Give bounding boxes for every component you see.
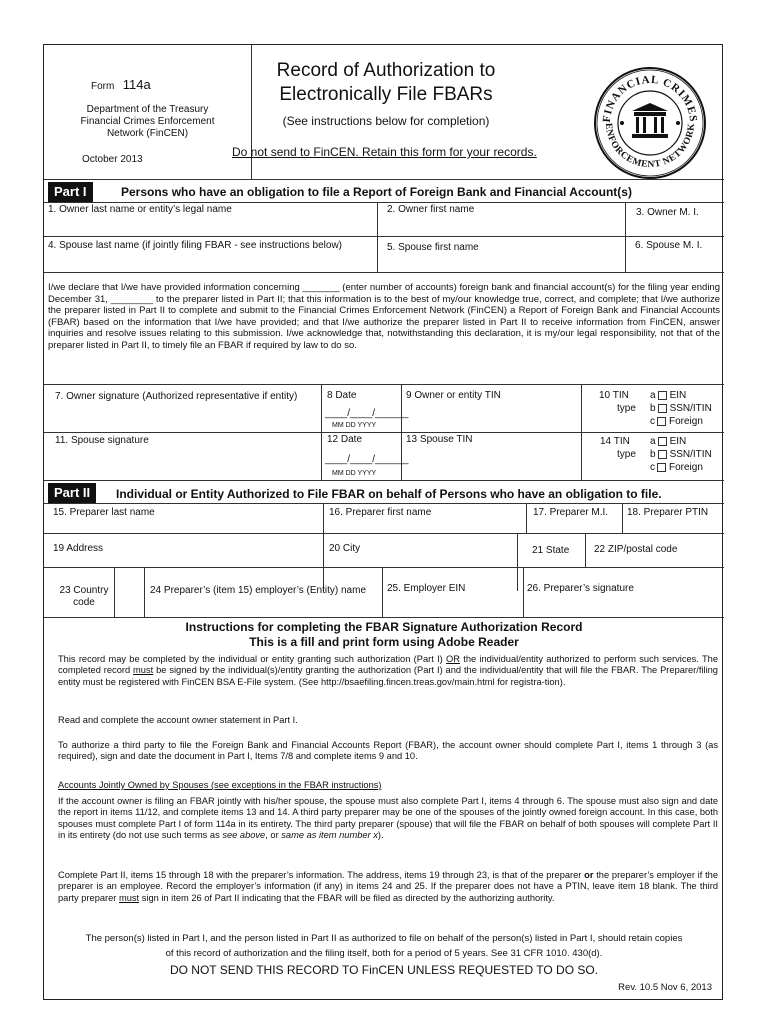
tin-type-label: 10 TIN [599, 390, 629, 401]
checkbox-icon[interactable] [658, 404, 667, 413]
checkbox-icon[interactable] [658, 437, 667, 446]
spouse-last-name-field[interactable]: 4. Spouse last name (if jointly filing FBAR - see instructions below) [48, 240, 343, 251]
checkbox-icon[interactable] [657, 417, 666, 426]
owner-date-field[interactable]: 8 Date [327, 390, 357, 401]
instructions-paragraph-4: If the account owner is filing an FBAR jointly with his/her spouse, the spouse must also complete Part I, items 4 through 6. The spouse must also sign and date the report in items 11/12, and complete items 13 and 14. A third party preparer may be one of the spouses of the jointly owned foreign account. In this case, both spouses must complete Part I of form 114a in its entirety. The third party preparer (spouse) that will file the FBAR on behalf of both spouses will complete Part II in its entirety (do not use such terms as see above, or same as item number x). [58, 796, 718, 841]
part2-heading: Individual or Entity Authorized to File FBAR on behalf of Persons who have an obligation to file. [116, 487, 662, 501]
part1-heading: Persons who have an obligation to file a Report of Foreign Bank and Financial Account(s) [121, 185, 632, 199]
fincen-seal [592, 65, 708, 181]
spouse-tin-option-foreign[interactable]: c Foreign [650, 462, 703, 473]
instructions-subtitle: This is a fill and print form using Adobe Reader [249, 635, 519, 649]
spouse-tin-option-ssn[interactable]: b SSN/ITIN [650, 449, 712, 460]
title-line-1: Record of Authorization to [276, 60, 496, 81]
form-title [251, 59, 521, 129]
seal-graphic [592, 65, 708, 181]
seal-top-text: FINANCIAL CRIMES [600, 73, 700, 123]
preparer-mi-field[interactable]: 17. Preparer M.I. [533, 507, 609, 518]
checkbox-icon[interactable] [658, 450, 667, 459]
spouse-signature-field[interactable]: 11. Spouse signature [55, 435, 149, 446]
owner-tin-field[interactable]: 9 Owner or entity TIN [406, 390, 501, 401]
employer-ein-field[interactable]: 25. Employer EIN [387, 583, 466, 594]
form-label: Form [91, 81, 115, 92]
tin-type-sublabel: type [617, 403, 636, 414]
tin-option-ein[interactable]: a EIN [650, 390, 687, 401]
preparer-first-name-field[interactable]: 16. Preparer first name [329, 507, 432, 518]
country-label-line-2: code [73, 597, 95, 608]
zip-field[interactable]: 22 ZIP/postal code [594, 544, 678, 555]
part1-label: Part I [48, 182, 93, 202]
instructions-title: Instructions for completing the FBAR Signature Authorization Record [185, 620, 583, 634]
retention-line-1: The person(s) listed in Part I, and the person listed in Part II as authorized to file on behalf of the person(s) listed in Part I, should retain copies [85, 933, 683, 944]
country-label-line-1: 23 Country [59, 585, 109, 596]
preparer-signature-field[interactable]: 26. Preparer’s signature [527, 583, 634, 594]
instructions-paragraph-1: This record may be completed by the individual or entity granting such authorization (Part I) OR the individual/entity authorized to perform such services. The completed record must be signed by the individual(s)/entity granting the authorization (Part I) and the individual/entity that will file the FBAR. The Preparer/filing entity must be registered with FinCEN BSA E-File system. (See http://bsaefiling.fincen.treas.gov/main.html for registra-tion). [58, 654, 718, 687]
spouse-tin-field[interactable]: 13 Spouse TIN [406, 434, 473, 445]
department-line-1: Department of the Treasury [86, 104, 209, 115]
part1-top-rule [44, 179, 724, 180]
department-line-3: Network (FinCEN) [106, 128, 189, 139]
form-page [43, 44, 723, 1000]
spouse-date-field[interactable]: 12 Date [327, 434, 363, 445]
tin-option-ssn[interactable]: b SSN/ITIN [650, 403, 712, 414]
owner-mi-field[interactable]: 3. Owner M. I. [636, 207, 699, 218]
revision-date: Rev. 10.5 Nov 6, 2013 [618, 982, 712, 993]
preparer-last-name-field[interactable]: 15. Preparer last name [53, 507, 155, 518]
owner-first-name-field[interactable]: 2. Owner first name [387, 204, 475, 215]
joint-accounts-heading: Accounts Jointly Owned by Spouses (see exceptions in the FBAR instructions) [58, 780, 382, 790]
country-code-field[interactable] [59, 585, 109, 609]
instructions-paragraph-5: Complete Part II, items 15 through 18 with the preparer’s information. The address, items 19 through 23, is that of the preparer or the preparer’s employer if the preparer is an employee. Record the employer’s information (if any) in items 24 and 25. If the preparer does not have a PTIN, leave item 18 blank. The third party preparer must sign in item 26 of Part II indicating that the FBAR will be filed as directed by the authorizing authority. [58, 870, 718, 903]
title-line-2: Electronically File FBARs [279, 84, 493, 105]
state-field[interactable]: 21 State [532, 545, 570, 556]
form-number [91, 76, 151, 94]
form-number-value: 114a [122, 77, 151, 92]
employer-name-field[interactable]: 24 Preparer’s (item 15) employer’s (Entity) name [150, 585, 367, 596]
preparer-ptin-field[interactable]: 18. Preparer PTIN [627, 507, 709, 518]
department-line-2: Financial Crimes Enforcement [80, 116, 215, 127]
do-not-send-warning: DO NOT SEND THIS RECORD TO FinCEN UNLESS REQUESTED TO DO SO. [169, 963, 599, 977]
part1-heading-rule [44, 202, 724, 203]
part2-label: Part II [48, 483, 96, 503]
owner-signature-field[interactable]: 7. Owner signature (Authorized representative if entity) [55, 391, 298, 402]
instructions-header [44, 620, 724, 650]
do-not-send-notice: Do not send to FinCEN. Retain this form for your records. [232, 145, 537, 159]
owner-date-blank: ____/____/______ [325, 408, 409, 419]
owner-date-format: MM DD YYYY [332, 422, 377, 429]
spouse-date-blank: ____/____/______ [325, 454, 409, 465]
svg-text:ENFORCEMENT NETWORK [603, 122, 697, 170]
city-field[interactable]: 20 City [329, 543, 361, 554]
spouse-tin-type-label: 14 TIN [600, 436, 630, 447]
retention-notice [44, 931, 724, 961]
spouse-date-format: MM DD YYYY [332, 470, 377, 477]
seal-bottom-text: ENFORCEMENT NETWORK [602, 122, 698, 171]
form-subtitle: (See instructions below for completion) [282, 114, 490, 128]
declaration-text: I/we declare that I/we have provided information concerning _______ (enter number of accounts) foreign bank and financial account(s) for the filing year ending December 31, ________ to the preparer listed in Part II; that this information is to the best of my/our knowledge true, correct, and complete; that I/we authorize the preparer listed in Part II to complete and submit to the Financial Crimes Enforcement Network (FinCEN) a Report of Foreign Bank and Financial Accounts (FBAR) based on the information that I/we have provided; and that I/we authorize the preparer listed in Part II to receive information from FinCEN, answer inquiries and resolve issues relating to this submission. I/we acknowledge that, notwithstanding this declaration, it is my/our legal responsibility, not that of the preparer listed in Part II, to timely file an FBAR if required by law to do so. [48, 282, 720, 351]
spouse-first-name-field[interactable]: 5. Spouse first name [387, 242, 479, 253]
form-date: October 2013 [82, 154, 143, 165]
retention-line-2: of this record of authorization and the filing itself, both for a period of 5 years. See 31 CFR 1010. 430(d). [165, 948, 603, 959]
spouse-tin-option-ein[interactable]: a EIN [650, 436, 687, 447]
instructions-paragraph-2: Read and complete the account owner statement in Part I. [58, 715, 298, 725]
spouse-mi-field[interactable]: 6. Spouse M. I. [635, 240, 703, 251]
checkbox-icon[interactable] [657, 463, 666, 472]
instructions-paragraph-3: To authorize a third party to file the Foreign Bank and Financial Accounts Report (FBAR), the account owner should complete Part I, items 1 through 3 (as required), sign and date the document in Part I, Items 7/8 and complete items 9 and 10. [58, 740, 718, 762]
spouse-tin-type-sublabel: type [617, 449, 636, 460]
address-field[interactable]: 19 Address [53, 543, 104, 554]
owner-last-name-field[interactable]: 1. Owner last name or entity’s legal name [48, 204, 232, 215]
tin-option-foreign[interactable]: c Foreign [650, 416, 703, 427]
checkbox-icon[interactable] [658, 391, 667, 400]
department-block [44, 104, 251, 140]
